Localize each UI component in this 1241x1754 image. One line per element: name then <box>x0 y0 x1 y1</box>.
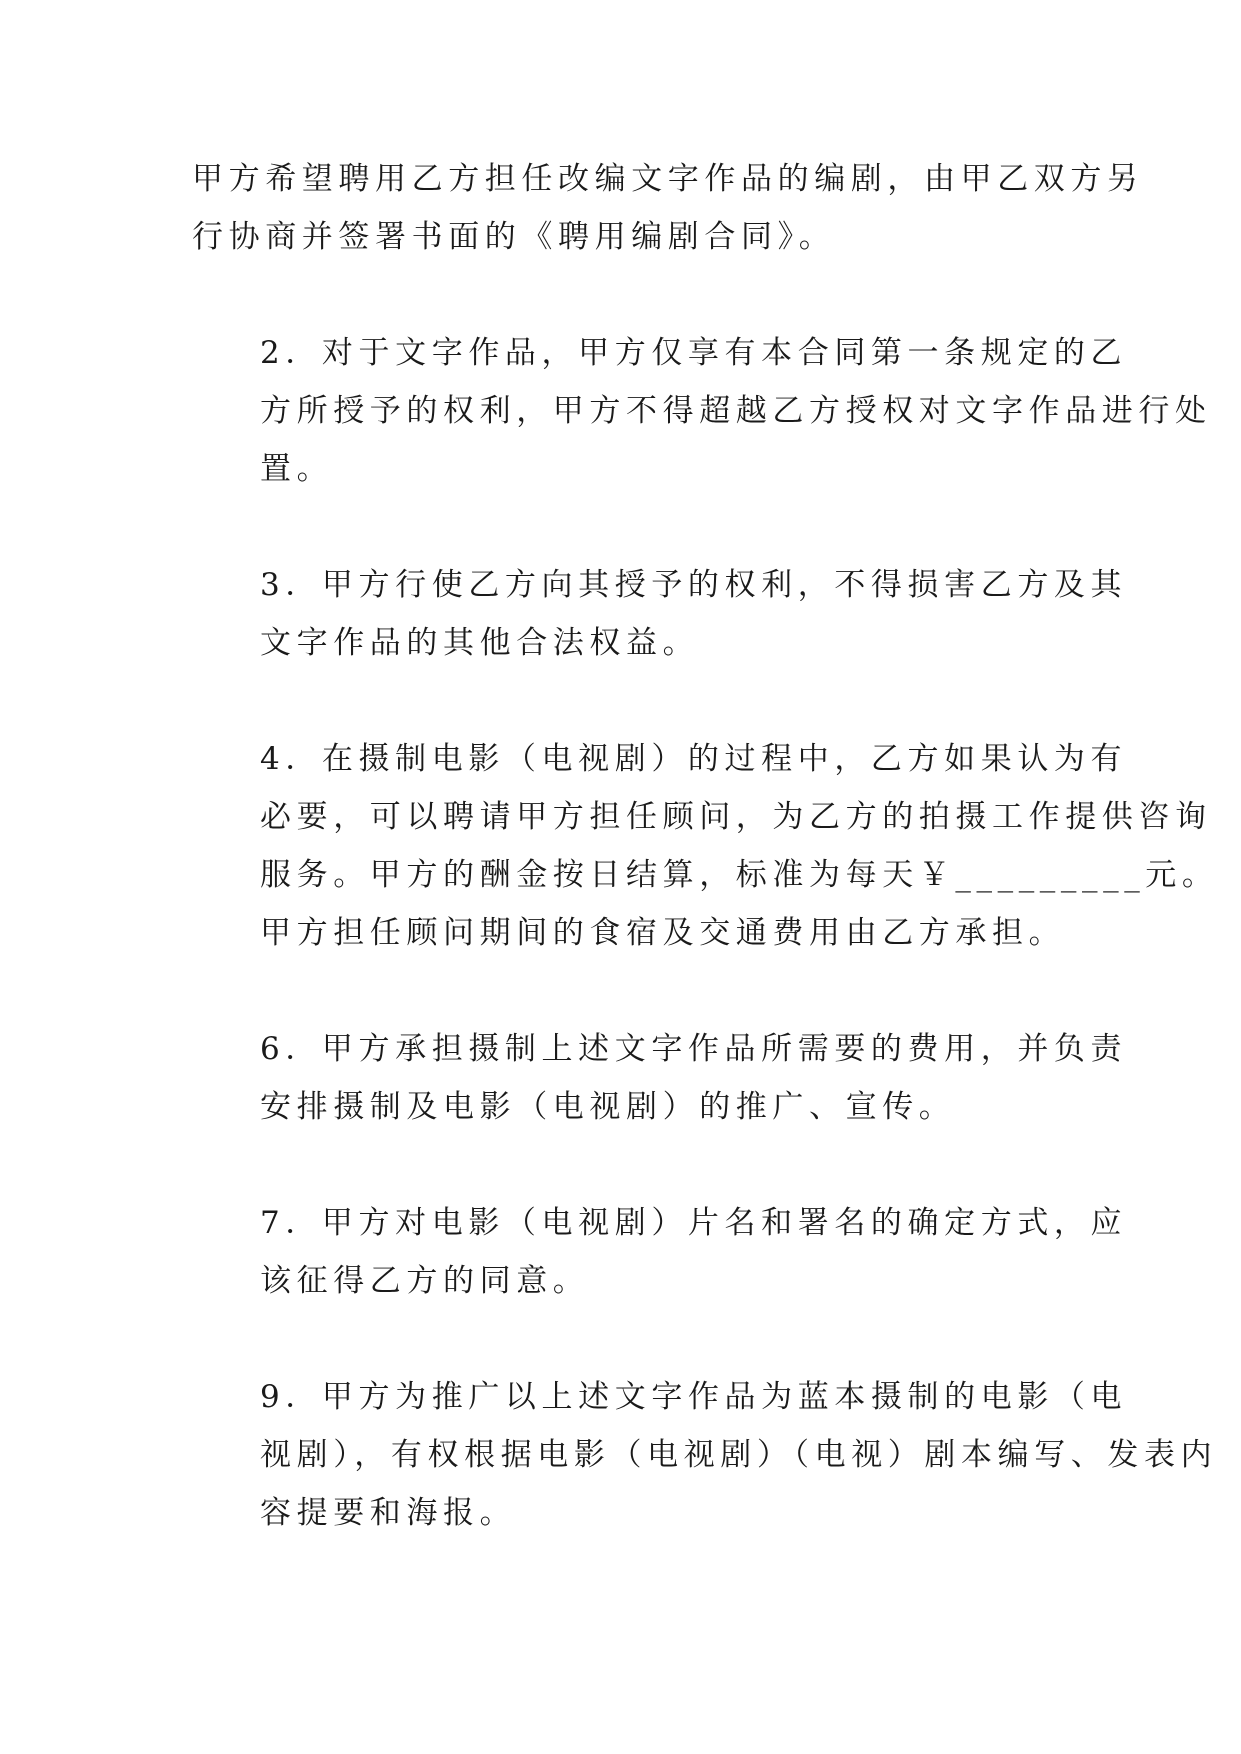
paragraph-line: 7．甲方对电影（电视剧）片名和署名的确定方式，应 <box>260 1205 1128 1241</box>
paragraph-line: 3．甲方行使乙方向其授予的权利，不得损害乙方及其 <box>260 567 1128 603</box>
paragraph-line: 方所授予的权利，甲方不得超越乙方授权对文字作品进行处 <box>260 393 1212 429</box>
clause-2 <box>192 324 1212 498</box>
paragraph-line: 4．在摄制电影（电视剧）的过程中，乙方如果认为有 <box>260 741 1128 777</box>
paragraph-line: 6．甲方承担摄制上述文字作品所需要的费用，并负责 <box>260 1031 1128 1067</box>
clause-6 <box>192 1020 1128 1136</box>
paragraph-line: 文字作品的其他合法权益。 <box>260 625 700 661</box>
paragraph-line: 必要，可以聘请甲方担任顾问，为乙方的拍摄工作提供咨询 <box>260 799 1212 835</box>
clause-9 <box>192 1368 1218 1542</box>
paragraph-line: 9．甲方为推广以上述文字作品为蓝本摄制的电影（电 <box>260 1379 1128 1415</box>
clause-3 <box>192 556 1128 672</box>
paragraph-intro <box>192 150 1144 266</box>
paragraph-line: 该征得乙方的同意。 <box>260 1263 590 1299</box>
paragraph-line: 2．对于文字作品，甲方仅享有本合同第一条规定的乙 <box>260 335 1128 371</box>
clause-7 <box>192 1194 1128 1310</box>
paragraph-line: 行协商并签署书面的《聘用编剧合同》。 <box>192 219 836 255</box>
paragraph-line: 置。 <box>260 451 334 487</box>
paragraph-line: 甲方担任顾问期间的食宿及交通费用由乙方承担。 <box>260 915 1066 951</box>
clause-4 <box>192 730 1219 962</box>
paragraph-line: 甲方希望聘用乙方担任改编文字作品的编剧，由甲乙双方另 <box>192 161 1144 197</box>
paragraph-line: 视剧），有权根据电影（电视剧）（电视）剧本编写、发表内 <box>260 1437 1218 1473</box>
paragraph-line: 服务。甲方的酬金按日结算，标准为每天￥_________元。 <box>260 857 1219 893</box>
document-page <box>192 150 1219 1600</box>
paragraph-line: 容提要和海报。 <box>260 1495 517 1531</box>
paragraph-line: 安排摄制及电影（电视剧）的推广、宣传。 <box>260 1089 956 1125</box>
